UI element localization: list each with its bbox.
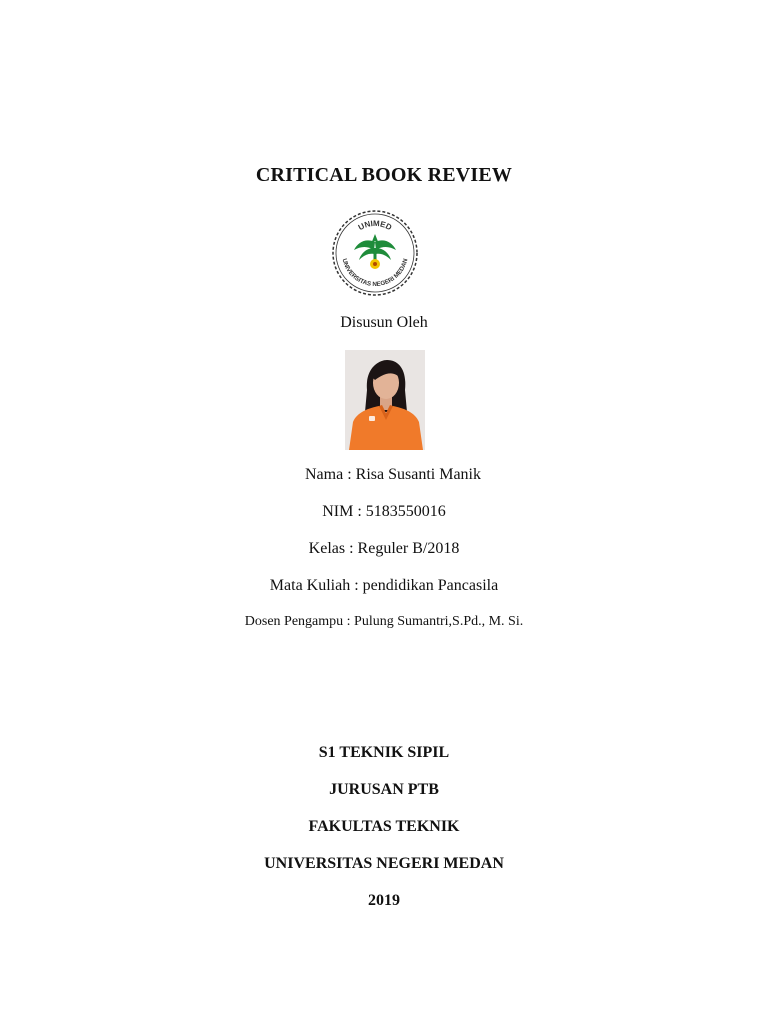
unimed-seal-icon — [330, 208, 420, 298]
author-name: Nama : Risa Susanti Manik — [305, 466, 481, 483]
logo-ring-text: UNIVERSITAS NEGERI MEDAN — [340, 257, 410, 289]
year: 2019 — [368, 892, 400, 909]
course-name: Mata Kuliah : pendidikan Pancasila — [269, 577, 499, 594]
author-heading: Disusun Oleh — [340, 314, 428, 331]
lecturer-name: Dosen Pengampu : Pulung Sumantri,S.Pd., M. Si. — [244, 614, 524, 629]
department: JURUSAN PTB — [329, 781, 439, 798]
author-class: Kelas : Reguler B/2018 — [308, 540, 460, 557]
student-photo — [345, 350, 425, 450]
faculty: FAKULTAS TEKNIK — [308, 818, 460, 835]
document-title: CRITICAL BOOK REVIEW — [255, 164, 513, 186]
study-program: S1 TEKNIK SIPIL — [318, 744, 450, 761]
university: UNIVERSITAS NEGERI MEDAN — [264, 855, 504, 872]
author-nim: NIM : 5183550016 — [322, 503, 446, 520]
logo-top-text: UNIMED — [356, 218, 394, 233]
